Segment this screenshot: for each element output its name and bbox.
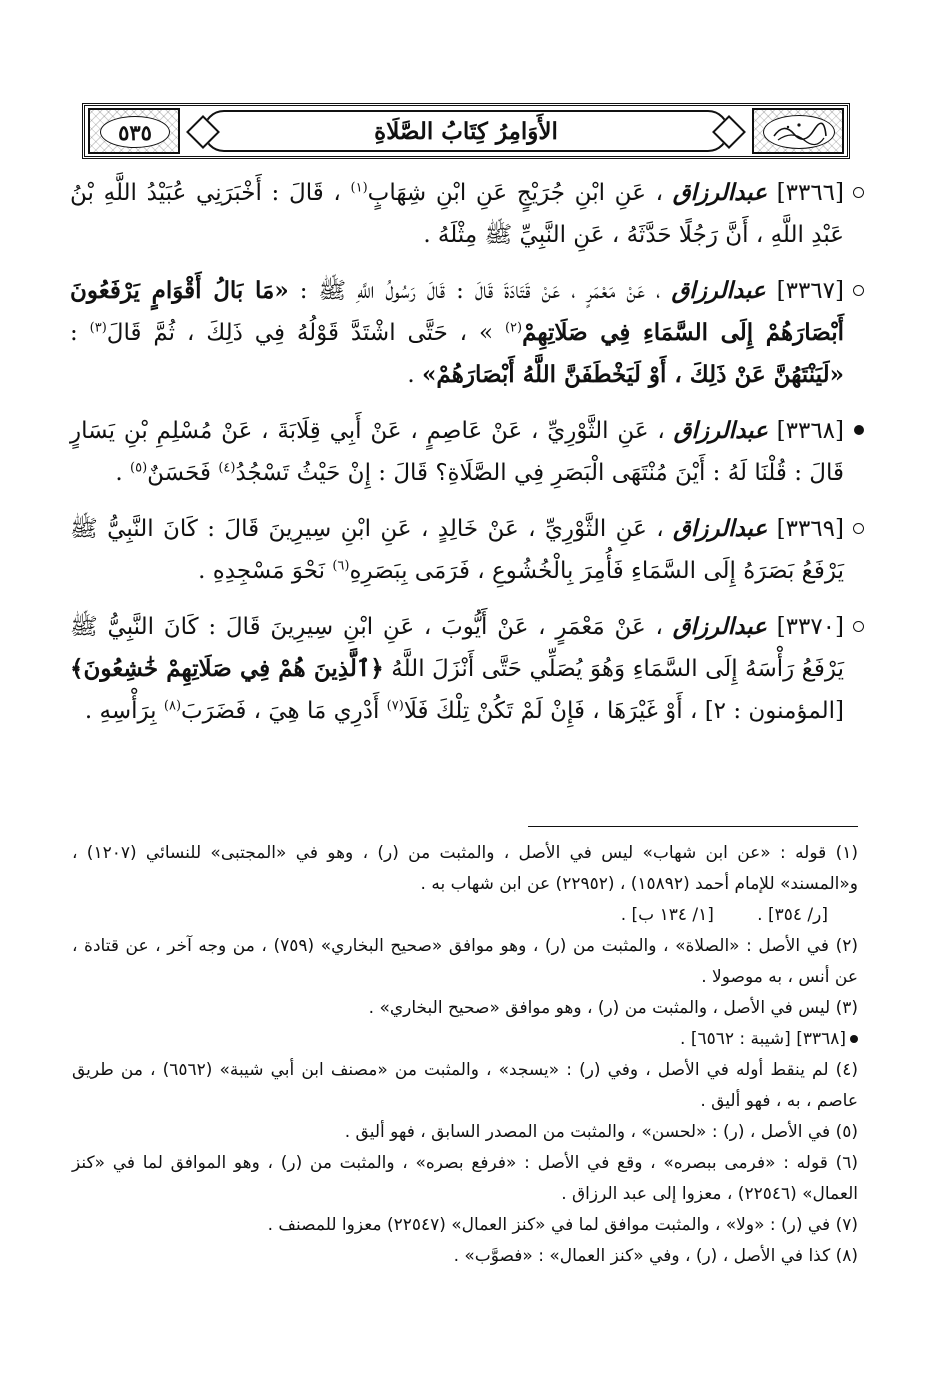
entry-text: أَدْرِي مَا هِيَ ، فَضَرَبَ	[181, 698, 380, 724]
narrator-name: عبدالرزاق	[671, 277, 766, 304]
entry-text: ، عَنْ مَعْمَرٍ ، عَنْ أَيُّوبَ ، عَنِ ابْنِ سِيرِينَ قَالَ : كَانَ النَّبِيُّ ﷺ يَرْفَعُ رَأْسَهُ إِلَى السَّمَاءِ وَهُوَ يُصَلِّي حَتَّى أَنْزَلَ اللَّهُ	[70, 614, 844, 682]
narrator-name: عبدالرزاق	[673, 417, 768, 444]
entry-text: ، عَنِ الثَّوْرِيِّ ، عَنْ عَاصِمٍ ، عَنْ أَبِي قِلَابَةَ ، عَنْ مُسْلِمِ بْنِ يَسَارٍ قَالَ : قُلْنَا لَهُ : أَيْنَ مُنْتَهَى الْبَصَرِ فِي الصَّلَاةِ؟ قَالَ : إِنْ حَيْثُ تَسْجُدُ	[70, 418, 844, 486]
hollow-circle-icon	[853, 523, 864, 534]
entry-text: » ، حَتَّى اشْتَدَّ قَوْلُهُ فِي ذَلِكَ ، ثُمَّ قَالَ	[106, 320, 494, 346]
hadith-entry	[70, 606, 860, 732]
hadith-quote: «مَا بَالُ أَقْوَامٍ يَرْفَعُونَ أَبْصَارَهُمْ إِلَى السَّمَاءِ فِي صَلَاتِهِمْ	[70, 277, 845, 346]
solid-circle-icon	[850, 1035, 858, 1043]
narrator-name: عبدالرزاق	[673, 515, 768, 542]
footnotes	[72, 838, 858, 1272]
calligraphy-emblem-icon	[763, 115, 835, 149]
entry-text: .	[407, 362, 415, 388]
emblem-cell	[752, 108, 844, 154]
entry-text: [المؤمنون : ٢] ، أَوْ غَيْرَهَا ، فَإِنْ لَمْ تَكُنْ تِلْكَ فَلَا	[403, 698, 844, 724]
hadith-entry	[70, 410, 860, 494]
narrator-name: عبدالرزاق	[672, 179, 767, 206]
hadith-entry	[70, 172, 860, 256]
page-number-cell	[88, 108, 180, 154]
footnote-ref: (١)	[350, 180, 368, 196]
footnote-divider	[528, 826, 858, 827]
entry-number: [٣٣٦٦]	[776, 180, 845, 206]
entry-text: .	[115, 460, 123, 486]
footnote	[72, 1024, 858, 1055]
footnote: (٢) في الأصل : «الصلاة» ، والمثبت من (ر) ، وهو موافق «صحيح البخاري» (٧٥٩) ، من وجه آخر ، عن قتادة ، عن أنس ، به موصولا .	[72, 936, 858, 987]
entry-text: ، قَالَ : أَخْبَرَنِي عُبَيْدُ اللَّهِ بْنُ عَبْدِ اللَّهِ ، أَنَّ رَجُلًا حَدَّثَهُ ، عَنِ النَّبِيِّ ﷺ مِثْلَهُ .	[70, 180, 844, 248]
manuscript-ref: [ر/ ٣٥٤] .	[757, 905, 828, 925]
entry-text: فَحَسَنٌ	[147, 460, 212, 486]
entry-text: ، عَنْ مَعْمَرٍ ، عَنْ قَتَادَةَ قَالَ : قَالَ رَسُولُ اللَّهِ ﷺ :	[299, 278, 661, 304]
page-header	[82, 103, 850, 159]
hadith-entry	[70, 508, 860, 592]
footnote-ref: (٦)	[332, 558, 350, 574]
solid-circle-icon	[854, 425, 864, 435]
hollow-circle-icon	[853, 187, 864, 198]
footnote: (٦) قوله : «فرمى ببصره» ، وقع في الأصل : «فرفع بصره» ، والمثبت من (ر) ، وهو الموافق لما في «كنز العمال» (٢٢٥٤٦) ، معزوا إلى عبد الرزاق .	[72, 1153, 858, 1204]
entry-text: نَحْوَ مَسْجِدِهِ .	[198, 558, 325, 584]
footnote-ref: (٢)	[504, 320, 523, 336]
manuscript-ref: [١/ ١٣٤ ب] .	[620, 905, 714, 925]
footnote-ref: (٨)	[163, 698, 182, 714]
entry-text: :	[70, 320, 78, 346]
footnote: (١) قوله : «عن ابن شهاب» ليس في الأصل ، والمثبت من (ر) ، وهو في «المجتبى» للنسائي (١٢٠٧) ، و«المسند» للإمام أحمد (١٥٨٩٢) ، (٢٢٩٥٢) عن ابن شهاب به .	[72, 843, 859, 894]
hollow-circle-icon	[853, 285, 864, 296]
footnote: (٥) في الأصل ، (ر) : «لحسن» ، والمثبت من المصدر السابق ، فهو أليق .	[344, 1122, 858, 1142]
entry-text: بِرَأْسِهِ .	[84, 698, 157, 724]
running-title: الأَوَامِرُ كِتَابُ الصَّلَاةِ	[203, 110, 729, 152]
main-text	[70, 172, 860, 746]
narrator-name: عبدالرزاق	[672, 613, 767, 640]
page-number: ٥٣٥	[100, 116, 170, 148]
hadith-entry	[70, 270, 860, 396]
footnote-ref: (٣)	[89, 320, 107, 336]
entry-text: ، عَنِ ابْنِ جُرَيْجٍ عَنِ ابْنِ شِهَابٍ	[367, 180, 664, 206]
entry-number: [٣٣٦٧]	[776, 278, 844, 304]
entry-number: [٣٣٦٨]	[776, 418, 845, 444]
footnote-continuation	[72, 900, 858, 931]
footnote: (٨) كذا في الأصل ، (ر) ، وفي «كنز العمال» : «فصوَّب» .	[453, 1246, 858, 1266]
cross-reference: [٣٣٦٨] [شيبة : ٦٥٦٢] .	[680, 1029, 846, 1049]
footnote-ref: (٤)	[218, 460, 236, 476]
footnote-ref: (٥)	[130, 460, 148, 476]
footnote-ref: (٧)	[386, 698, 404, 714]
entry-number: [٣٣٧٠]	[776, 614, 845, 640]
hollow-circle-icon	[853, 621, 864, 632]
footnote: (٣) ليس في الأصل ، والمثبت من (ر) ، وهو موافق «صحيح البخاري» .	[368, 998, 858, 1018]
footnote: (٧) في (ر) : «ولا» ، والمثبت موافق لما في «كنز العمال» (٢٢٥٤٧) معزوا للمصنف .	[267, 1215, 858, 1235]
footnote: (٤) لم ينقط أوله في الأصل ، وفي (ر) : «يسجد» ، والمثبت من «مصنف ابن أبي شيبة» (٦٥٦٢) ، من طريق عاصم ، به ، فهو أليق .	[72, 1060, 859, 1111]
footnote	[72, 900, 858, 931]
quran-verse: ﴿ٱلَّذِينَ هُمْ فِي صَلَاتِهِمْ خَٰشِعُونَ﴾	[70, 655, 384, 682]
entry-text: ، عَنِ الثَّوْرِيِّ ، عَنْ خَالِدٍ ، عَنِ ابْنِ سِيرِينَ قَالَ : كَانَ النَّبِيُّ ﷺ يَرْفَعُ بَصَرَهُ إِلَى السَّمَاءِ فَأُمِرَ بِالْخُشُوعِ ، فَرَمَى بِبَصَرِهِ	[70, 516, 844, 584]
entry-number: [٣٣٦٩]	[776, 516, 844, 542]
hadith-quote: «لَيَنْتَهُنَّ عَنْ ذَلِكَ ، أَوْ لَيَخْطَفَنَّ اللَّهُ أَبْصَارَهُمْ»	[422, 361, 844, 388]
